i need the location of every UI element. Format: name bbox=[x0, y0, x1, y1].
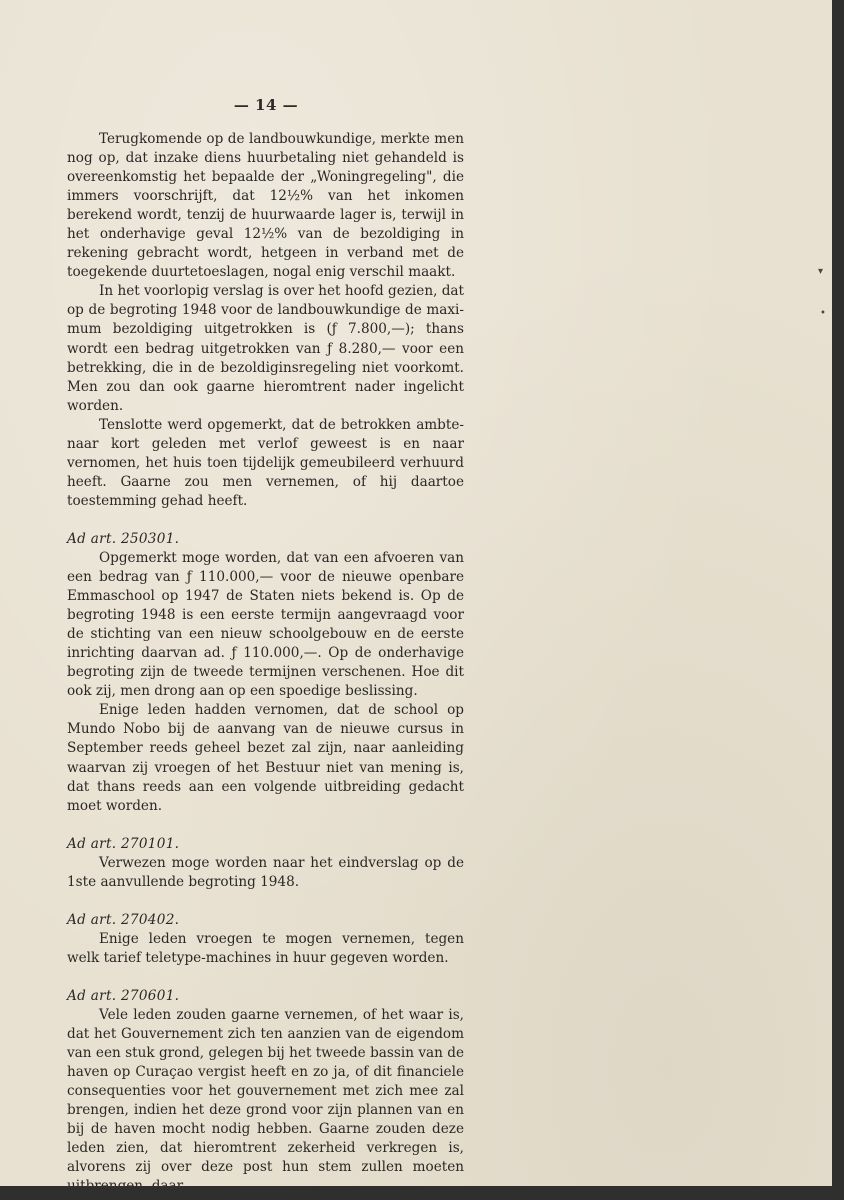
section-heading: Ad art. 270402. bbox=[67, 911, 180, 928]
scan-edge-bottom bbox=[0, 1186, 844, 1200]
paragraph: Enige leden hadden vernomen, dat de school op Mundo Nobo bij de aanvang van de nieuwe cursus in September reeds geheel bezet zal zijn, naar aanleiding waarvan zij vroegen of het Bestuur niet van mening is, dat thans reeds aan een volgende uitbreiding gedacht moet worden. bbox=[67, 702, 464, 814]
paragraph: Terugkomende op de landbouwkundige, merkte men nog op, dat inzake diens huurbetaling niet gehandeld is overeenkomstig het bepaalde der „Woningregeling", die immers voorschrijft, dat 12½% van het inkomen berekend wordt, tenzij de huurwaarde lager is, terwijl in het onderhavige geval 12½% van de bezoldiging in rekening gebracht wordt, hetgeen in verband met de toegekende duurtetoeslagen, nogal enig verschil maakt. bbox=[67, 131, 464, 281]
paragraph: Vele leden zouden gaarne vernemen, of het waar is, dat het Gouvernement zich ten aanzien van de eigendom van een stuk grond, gelegen bij het tweede bassin van de haven op Curaçao vergist heeft en zo ja, of dit financiele consequenties voor het gouvernement met zich mee zal brengen, indien het deze grond voor zijn plannen van en bij de haven mocht nodig hebben. Gaarne zouden deze leden zien, dat hieromtrent zekerheid verkregen is, alvorens zij over deze post hun stem zullen moeten bbox=[67, 1006, 464, 1176]
section-heading: Ad art. 270601. bbox=[67, 987, 180, 1004]
paragraph: Tenslotte werd opgemerkt, dat de betrokken ambtenaar kort geleden met verlof geweest is en naar vernomen, het huis toen tijdelijk gemeubileerd verhuurd heeft. Gaarne zou men vernemen, of hij daartoe toestemming gehad heeft. bbox=[67, 416, 464, 509]
scan-edge-right bbox=[832, 0, 844, 1200]
section-heading: Ad art. 250301. bbox=[67, 530, 180, 547]
paragraph: Verwezen moge worden naar het eindverslag op de 1ste aanvullende begroting 1948. bbox=[67, 854, 464, 890]
paragraph: Enige leden vroegen te mogen vernemen, tegen welk tarief teletype-machines in huur gegeven worden. bbox=[67, 930, 464, 966]
margin-mark: • bbox=[820, 308, 826, 319]
margin-mark: ▾ bbox=[818, 266, 824, 277]
paragraph: Opgemerkt moge worden, dat van een afvoeren van een bedrag van ƒ 110.000,— voor de nieuwe openbare Emmaschool op 1947 de Staten niets bekend is. Op de begroting 1948 is een eerste termijn aangevraagd voor de stichting van een nieuw schoolgebouw en de eerste inrichting daarvan ad. ƒ 110.000,—. Op de onderhavige begroting zijn de tweede termijnen verschenen. Hoe dit ook zij, men drong aan op een spoedige beslissing. bbox=[67, 549, 464, 700]
document-body bbox=[67, 130, 464, 1196]
paragraph: In het voorlopig verslag is over het hoofd gezien, dat op de begroting 1948 voor de landbouwkundige de maximum bezoldiging uitgetrokken is (ƒ 7.800,—); thans wordt een bedrag uitgetrokken van ƒ 8.280,— voor een betrekking, die in de bezoldiginsregeling niet voorkomt. Men zou dan ook gaarne hieromtrent nader ingelicht worden. bbox=[67, 283, 464, 414]
page-number: — 14 — bbox=[233, 96, 299, 114]
section-heading: Ad art. 270101. bbox=[67, 835, 180, 852]
